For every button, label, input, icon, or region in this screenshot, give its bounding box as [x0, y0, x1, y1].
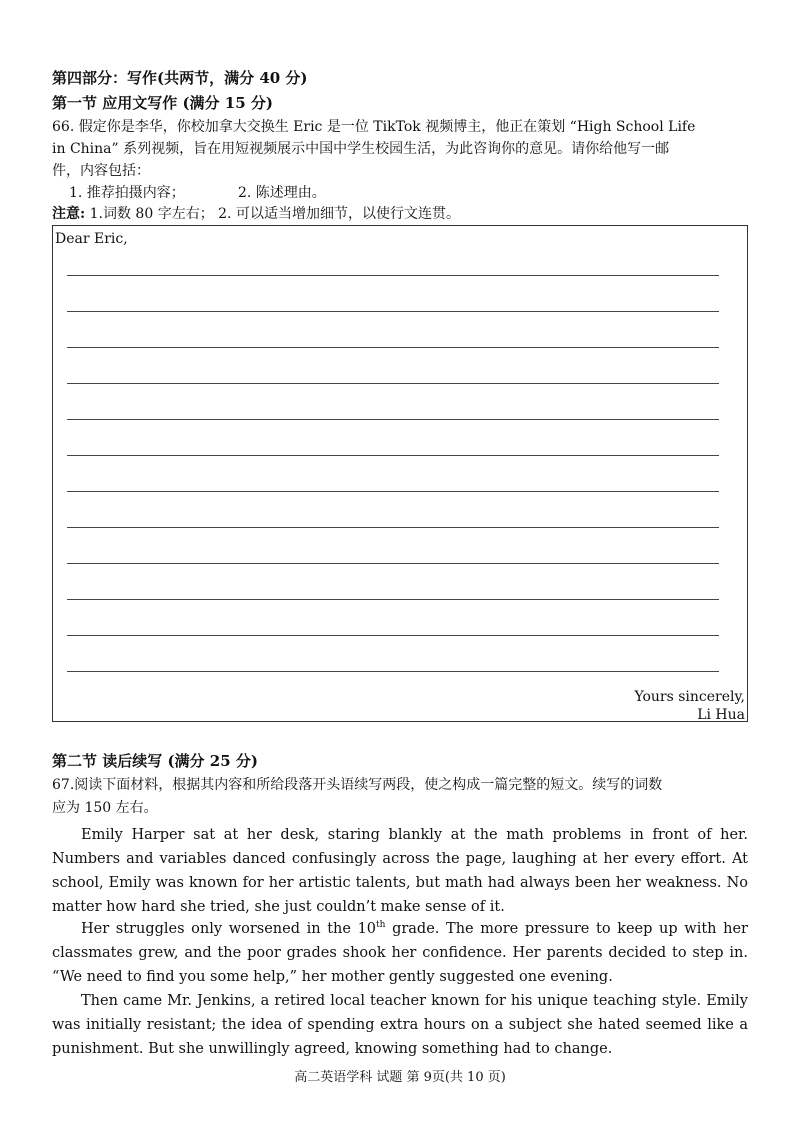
content-point-2: 2. 陈述理由。	[238, 185, 326, 201]
writing-line	[67, 275, 719, 276]
writing-line	[67, 527, 719, 528]
section1-prompt-line3: 件，内容包括：	[52, 163, 150, 179]
section2-prompt-line1: 67.阅读下面材料，根据其内容和所给段落开头语续写两段，使之构成一篇完整的短文。续写的词数	[52, 777, 663, 793]
letter-signature: Li Hua	[697, 707, 745, 723]
writing-line	[67, 383, 719, 384]
section2-prompt-line2: 应为 150 左右。	[52, 800, 158, 816]
writing-line	[67, 311, 719, 312]
writing-line	[67, 491, 719, 492]
section1-prompt-line1: 66. 假定你是李华，你校加拿大交换生 Eric 是一位 TikTok 视频博主，他正在策划 “High School Life	[52, 119, 696, 135]
story-paragraph-3: Then came Mr. Jenkins, a retired local teacher known for his unique teaching style. Emily was initially resistant; the idea of spending extra hours on a subject she hated seemed like a punishment. But she unwillingly agreed, knowing something had to change.	[52, 993, 748, 1057]
story-paragraph-1: Emily Harper sat at her desk, staring blankly at the math problems in front of her. Numbers and variables danced confusingly across the page, laughing at her every effort. At school, Emily was known for her artistic talents, but math had always been her weakness. No matter how hard she tried, she just couldn’t make sense of it.	[52, 827, 748, 915]
ordinal-suffix: th	[376, 920, 386, 931]
story-paragraph-2-rest: grade. The more pressure to keep up with her classmates grew, and the poor grades shook her confidence. Her parents decided to step in. “We need to find you some help,” her mother gently suggested one evening.	[52, 921, 748, 985]
part4-title: 第四部分：写作(共两节，满分 40 分)	[52, 69, 308, 87]
writing-line	[67, 671, 719, 672]
writing-line	[67, 419, 719, 420]
content-point-1: 1. 推荐拍摄内容；	[69, 185, 185, 201]
story-paragraph-2	[52, 917, 748, 989]
writing-line	[67, 563, 719, 564]
writing-line	[67, 347, 719, 348]
section1-title: 第一节 应用文写作 (满分 15 分)	[52, 94, 273, 112]
note-line	[52, 203, 460, 225]
note-label: 注意:	[52, 206, 86, 222]
section1-prompt-line2: in China” 系列视频，旨在用短视频展示中国中学生校园生活，为此咨询你的意见。请你给他写一邮	[52, 141, 670, 157]
page-footer: 高二英语学科 试题 第 9页(共 10 页)	[294, 1070, 506, 1085]
letter-closing: Yours sincerely,	[634, 689, 745, 705]
writing-line	[67, 455, 719, 456]
letter-greeting: Dear Eric,	[55, 231, 128, 247]
answer-box[interactable]	[52, 225, 748, 722]
writing-line	[67, 599, 719, 600]
story-paragraph-2-start: Her struggles only worsened in the 10	[81, 921, 377, 937]
writing-line	[67, 635, 719, 636]
section2-title: 第二节 读后续写 (满分 25 分)	[52, 752, 258, 770]
note-text: 1.词数 80 字左右； 2. 可以适当增加细节，以使行文连贯。	[89, 206, 460, 222]
